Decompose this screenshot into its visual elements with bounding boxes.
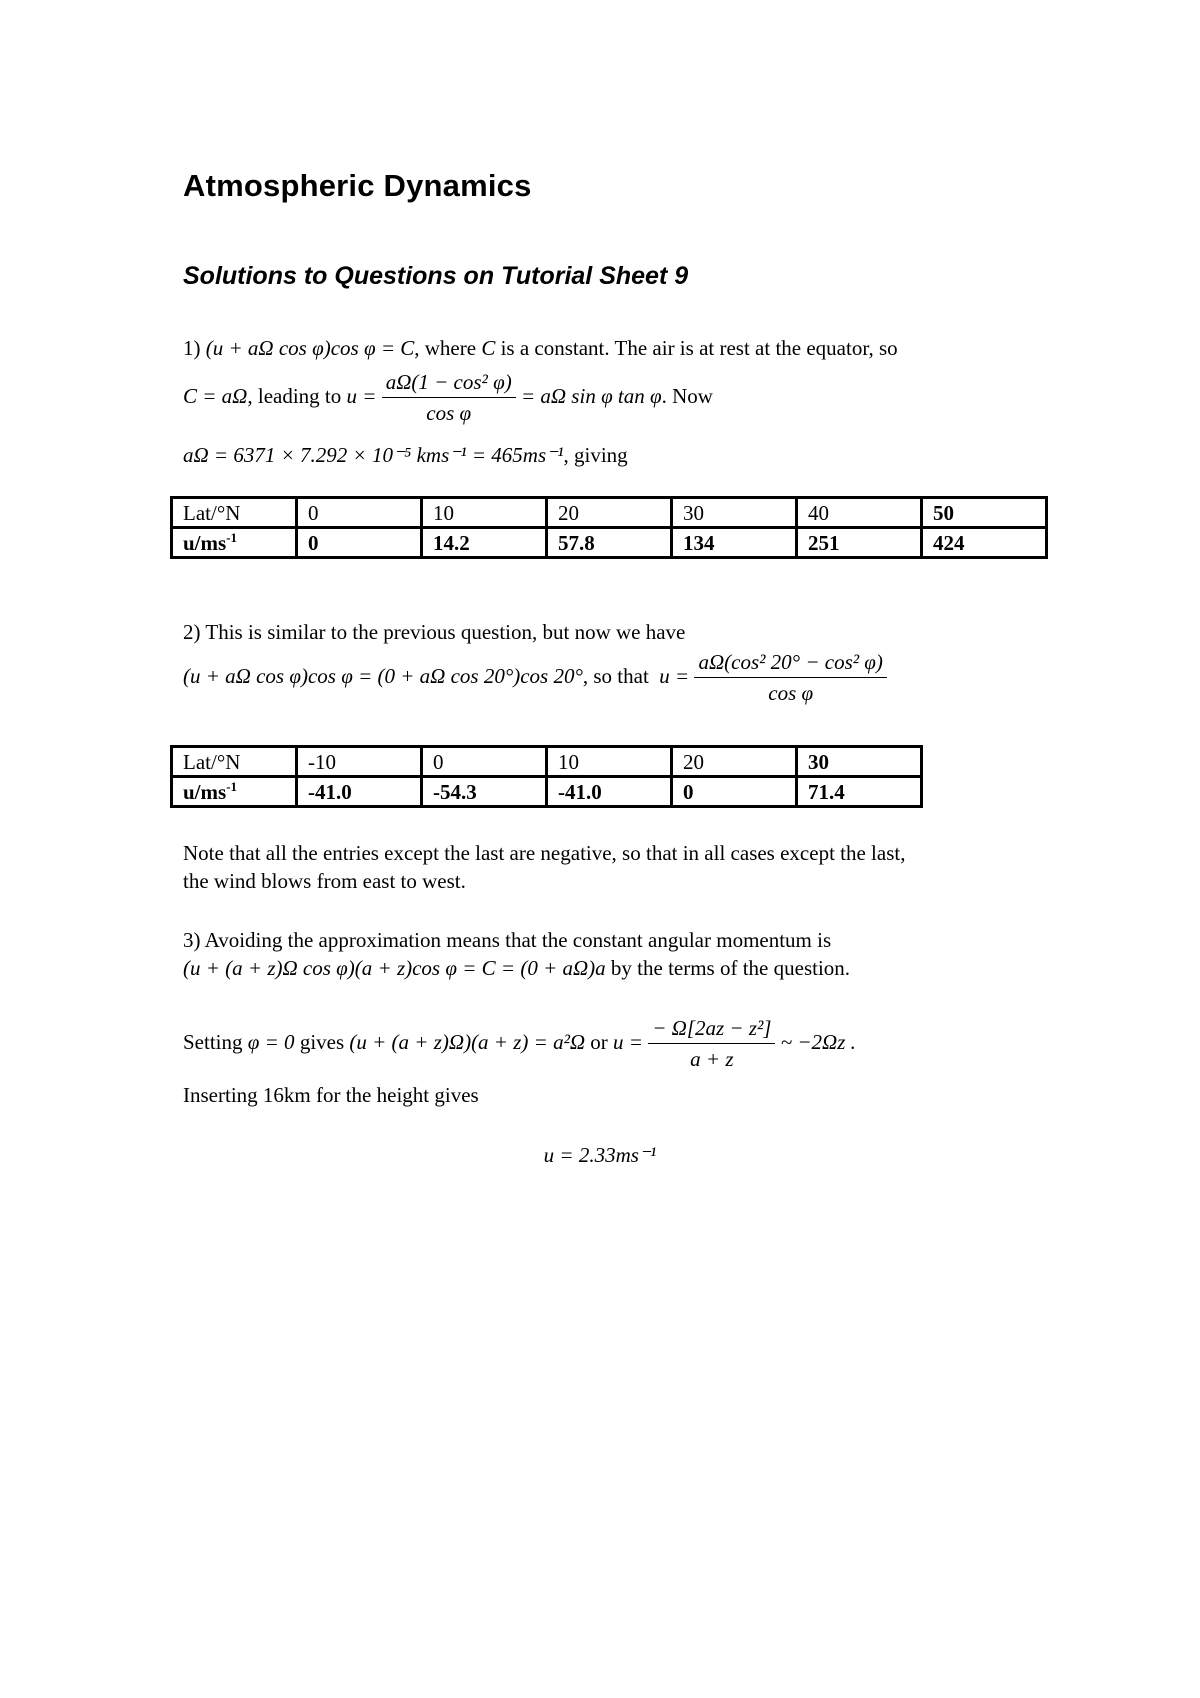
q2-table-row-u [172, 777, 922, 807]
q1-text-constant: is a constant. The air is at rest at the equator, so [500, 336, 898, 360]
q1-table-row-u [172, 528, 1047, 558]
q2-table-row-lat [172, 747, 922, 777]
q1-table-row-lat [172, 498, 1047, 528]
q1-fraction-denominator: cos φ [426, 401, 472, 425]
q3-line-3 [183, 1016, 856, 1072]
q1-table-cell: 14.2 [422, 528, 547, 558]
q2-table-cell: 71.4 [797, 777, 922, 807]
q3-fraction-denominator: a + z [690, 1047, 734, 1071]
q2-table-cell: -10 [297, 747, 422, 777]
q1-equation-constant: (u + aΩ cos φ)cos φ = C [205, 336, 415, 360]
q1-line-3 [183, 443, 628, 468]
q2-table-cell: -54.3 [422, 777, 547, 807]
q3-line-2 [183, 956, 850, 981]
q2-table-cell: 30 [797, 747, 922, 777]
q2-line-2 [183, 650, 887, 706]
q1-table-cell: 0 [297, 498, 422, 528]
q2-fraction [694, 650, 886, 706]
q1-symbol-c: C [481, 336, 496, 360]
q1-equation-result: = aΩ sin φ tan φ [520, 383, 662, 408]
document-title: Atmospheric Dynamics [183, 168, 532, 203]
q1-table-cell: 251 [797, 528, 922, 558]
q1-fraction [382, 370, 516, 426]
q2-table-label-u-text: u/ms [183, 779, 227, 804]
q1-text-after-eq: , where [414, 336, 477, 360]
q1-text-now: . Now [661, 383, 713, 408]
q2-intro: 2) This is similar to the previous question, but now we have [183, 620, 686, 644]
q2-table-cell: 10 [547, 747, 672, 777]
q2-table [170, 745, 923, 808]
q2-u-equals: u = [659, 663, 690, 688]
q1-table-label-u-text: u/ms [183, 530, 227, 555]
q3-equation-phi: φ = 0 [247, 1029, 295, 1054]
q3-text-setting: Setting [183, 1029, 243, 1054]
q2-text-sothat: , so that [582, 663, 649, 688]
q1-u-equals: u = [346, 383, 377, 408]
q2-equation-lhs: (u + aΩ cos φ)cos φ = (0 + aΩ cos 20°)cos 20° [183, 663, 583, 688]
q1-table [170, 496, 1048, 559]
q3-intro: 3) Avoiding the approximation means that the constant angular momentum is [183, 928, 832, 952]
q2-table-label-lat: Lat/°N [172, 747, 297, 777]
q1-table-cell: 57.8 [547, 528, 672, 558]
q1-text-giving: , giving [563, 443, 628, 467]
q3-text-gives: gives [299, 1029, 345, 1054]
q1-line-1 [183, 336, 898, 361]
q2-note-line-1: Note that all the entries except the last are negative, so that in all cases except the last, [183, 841, 906, 865]
q2-table-cell: -41.0 [297, 777, 422, 807]
q2-fraction-numerator: aΩ(cos² 20° − cos² φ) [694, 650, 886, 678]
q2-table-cell: 0 [672, 777, 797, 807]
q2-note-line-2: the wind blows from east to west. [183, 869, 466, 893]
q3-fraction [648, 1016, 775, 1072]
q3-text-terms: by the terms of the question. [610, 956, 851, 980]
q1-table-label-lat: Lat/°N [172, 498, 297, 528]
q3-fraction-numerator: − Ω[2az − z²] [648, 1016, 775, 1044]
q1-table-label-u-sup: -1 [226, 529, 238, 545]
q1-table-cell: 424 [922, 528, 1047, 558]
q3-result: u = 2.33ms⁻¹ [543, 1143, 657, 1167]
q3-u-equals: u = [613, 1029, 643, 1054]
q3-equation-momentum: (u + (a + z)Ω cos φ)(a + z)cos φ = C = (0 + aΩ)a [183, 956, 606, 980]
q2-table-label-u [172, 777, 297, 807]
q1-number: 1) [183, 336, 201, 360]
q1-table-cell: 10 [422, 498, 547, 528]
q3-text-or: or [590, 1029, 608, 1054]
q2-table-label-u-sup: -1 [226, 778, 238, 794]
q2-table-cell: -41.0 [547, 777, 672, 807]
q1-text-leading: , leading to [247, 383, 342, 408]
q2-table-cell: 0 [422, 747, 547, 777]
q1-table-cell: 50 [922, 498, 1047, 528]
q1-table-cell: 30 [672, 498, 797, 528]
q1-equation-aomega: aΩ = 6371 × 7.292 × 10⁻⁵ kms⁻¹ = 465ms⁻¹ [183, 443, 564, 467]
document-subtitle: Solutions to Questions on Tutorial Sheet 9 [183, 262, 689, 290]
q1-equation-c: C = aΩ [183, 383, 248, 408]
q1-table-cell: 40 [797, 498, 922, 528]
q1-fraction-numerator: aΩ(1 − cos² φ) [382, 370, 516, 398]
q1-line-2 [183, 370, 713, 426]
q1-table-cell: 0 [297, 528, 422, 558]
q2-table-cell: 20 [672, 747, 797, 777]
q1-table-cell: 20 [547, 498, 672, 528]
q3-text-inserting: Inserting 16km for the height gives [183, 1083, 479, 1107]
q2-fraction-denominator: cos φ [768, 681, 814, 705]
q1-table-label-u [172, 528, 297, 558]
q3-equation-approx: ~ −2Ωz . [780, 1029, 856, 1054]
q1-table-cell: 134 [672, 528, 797, 558]
q3-equation-gives: (u + (a + z)Ω)(a + z) = a²Ω [349, 1029, 586, 1054]
